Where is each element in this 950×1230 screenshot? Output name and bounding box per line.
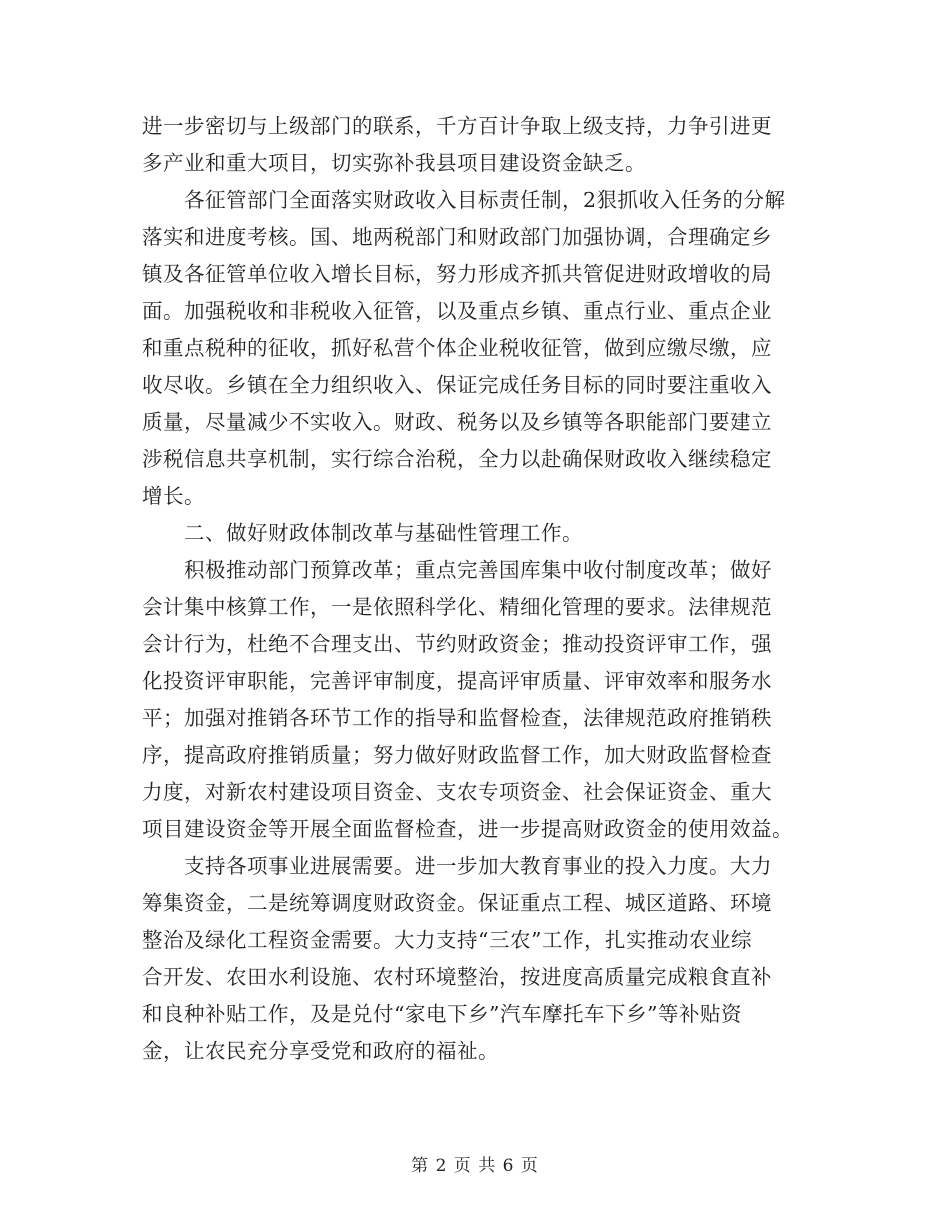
text-line: 项目建设资金等开展全面监督检查，进一步提高财政资金的使用效益。 [142,817,793,841]
text-line: 和良种补贴工作，及是兑付“家电下乡”汽车摩托车下乡”等补贴资 [142,1002,742,1026]
text-line: 收尽收。乡镇在全力组织收入、保证完成任务目标的同时要注重收入 [142,373,772,397]
heading-line: 二、做好财政体制改革与基础性管理工作。 [184,521,583,545]
document-body [142,108,822,1070]
text-line: 会计行为，杜绝不合理支出、节约财政资金；推动投资评审工作，强 [142,632,772,656]
text-line: 序，提高政府推销质量；努力做好财政监督工作，加大财政监督检查 [142,743,772,767]
text-line: 整治及绿化工程资金需要。大力支持“三农”工作，扎实推动农业综 [142,928,752,952]
text-line: 增长。 [142,484,205,508]
text-line: 会计集中核算工作，一是依照科学化、精细化管理的要求。法律规范 [142,595,772,619]
text-line: 和重点税种的征收，抓好私营个体企业税收征管，做到应缴尽缴，应 [142,336,772,360]
text-line: 力度，对新农村建设项目资金、支农专项资金、社会保证资金、重大 [142,780,772,804]
text-line: 多产业和重大项目，切实弥补我县项目建设资金缺乏。 [142,151,646,175]
text-line: 各征管部门全面落实财政收入目标责任制，2狠抓收入任务的分解 [184,188,786,212]
paragraph-1 [142,108,822,182]
text-line: 进一步密切与上级部门的联系，千方百计争取上级支持，力争引进更 [142,114,772,138]
text-line: 化投资评审职能，完善评审制度，提高评审质量、评审效率和服务水 [142,669,772,693]
text-line: 支持各项事业进展需要。进一步加大教育事业的投入力度。大力 [184,854,772,878]
text-line: 落实和进度考核。国、地两税部门和财政部门加强协调，合理确定乡 [142,225,772,249]
section-heading [142,515,822,552]
text-line: 面。加强税收和非税收入征管，以及重点乡镇、重点行业、重点企业 [142,299,772,323]
text-line: 镇及各征管单位收入增长目标，努力形成齐抓共管促进财政增收的局 [142,262,772,286]
text-line: 筹集资金，二是统筹调度财政资金。保证重点工程、城区道路、环境 [142,891,772,915]
text-line: 合开发、农田水利设施、农村环境整治，按进度高质量完成粮食直补 [142,965,772,989]
text-line: 金，让农民充分享受党和政府的福祉。 [142,1039,499,1063]
paragraph-4 [142,848,822,1070]
paragraph-2 [142,182,822,515]
text-line: 平；加强对推销各环节工作的指导和监督检查，法律规范政府推销秩 [142,706,772,730]
page-number-footer: 第 2 页 共 6 页 [411,1156,539,1176]
text-line: 质量，尽量减少不实收入。财政、税务以及乡镇等各职能部门要建立 [142,410,772,434]
text-line: 涉税信息共享机制，实行综合治税，全力以赴确保财政收入继续稳定 [142,447,772,471]
text-line: 积极推动部门预算改革；重点完善国库集中收付制度改革；做好 [184,558,772,582]
paragraph-3 [142,552,822,848]
